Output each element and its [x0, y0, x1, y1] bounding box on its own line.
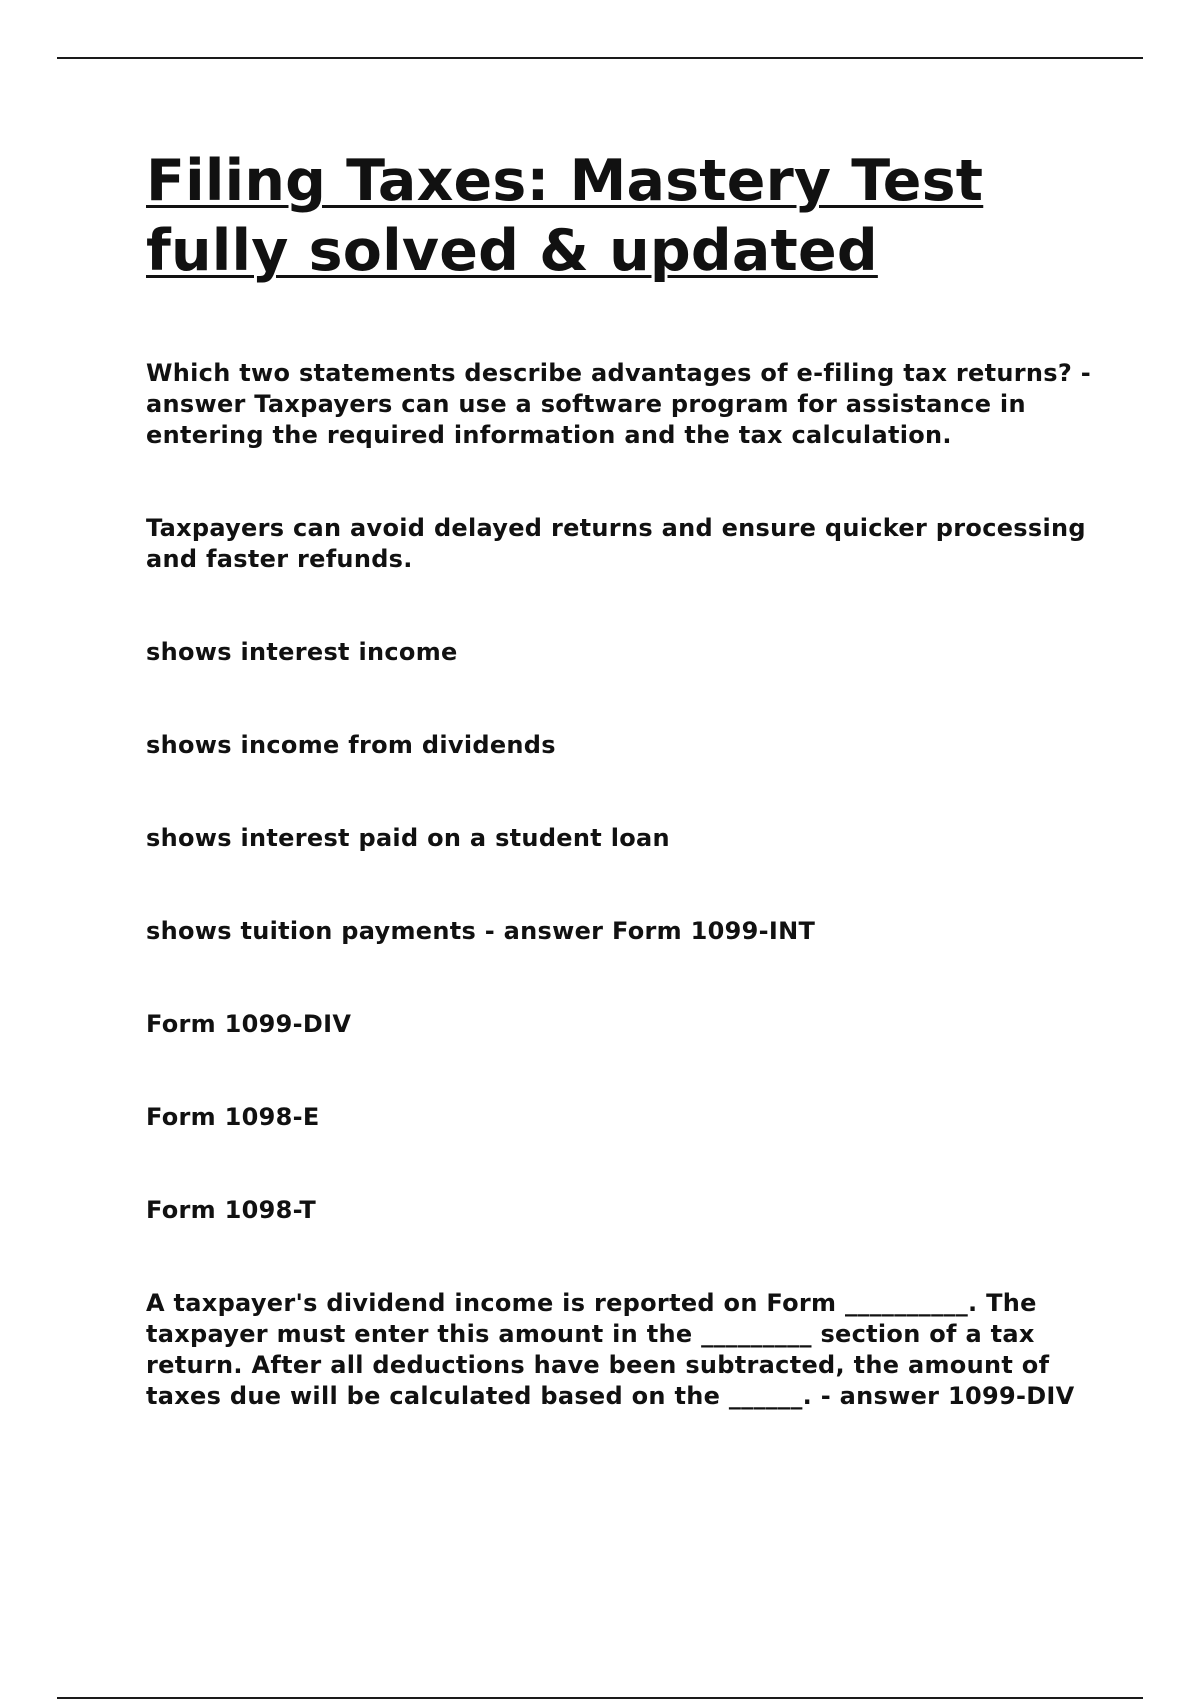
- footer-rule: [57, 1697, 1143, 1699]
- qa-paragraph: A taxpayer's dividend income is reported on Form __________. The taxpayer must enter this amount in the _________ section of a tax return. After all deductions have been subtracted, the amount of taxes due will be calculated based on the ______. - answer 1099-DIV: [146, 1289, 1075, 1410]
- title-line-2: fully solved & updated: [146, 218, 878, 284]
- document-body: [146, 146, 1106, 1412]
- qa-paragraph: Which two statements describe advantages of e-filing tax returns? - answer Taxpayers can use a software program for assistance in entering the required information and the tax calculation.: [146, 359, 1092, 449]
- qa-paragraph: shows income from dividends: [146, 731, 556, 759]
- qa-paragraph: Form 1099-DIV: [146, 1010, 352, 1038]
- qa-paragraph: Form 1098-T: [146, 1196, 317, 1224]
- qa-paragraph: shows interest income: [146, 638, 458, 666]
- qa-list: [146, 358, 1106, 1412]
- qa-paragraph: shows interest paid on a student loan: [146, 824, 670, 852]
- document-title: [146, 146, 1106, 286]
- qa-paragraph: Form 1098-E: [146, 1103, 320, 1131]
- header-rule: [57, 57, 1143, 59]
- qa-paragraph: Taxpayers can avoid delayed returns and ensure quicker processing and faster refunds.: [146, 514, 1086, 573]
- title-line-1: Filing Taxes: Mastery Test: [146, 148, 984, 214]
- qa-paragraph: shows tuition payments - answer Form 1099-INT: [146, 917, 816, 945]
